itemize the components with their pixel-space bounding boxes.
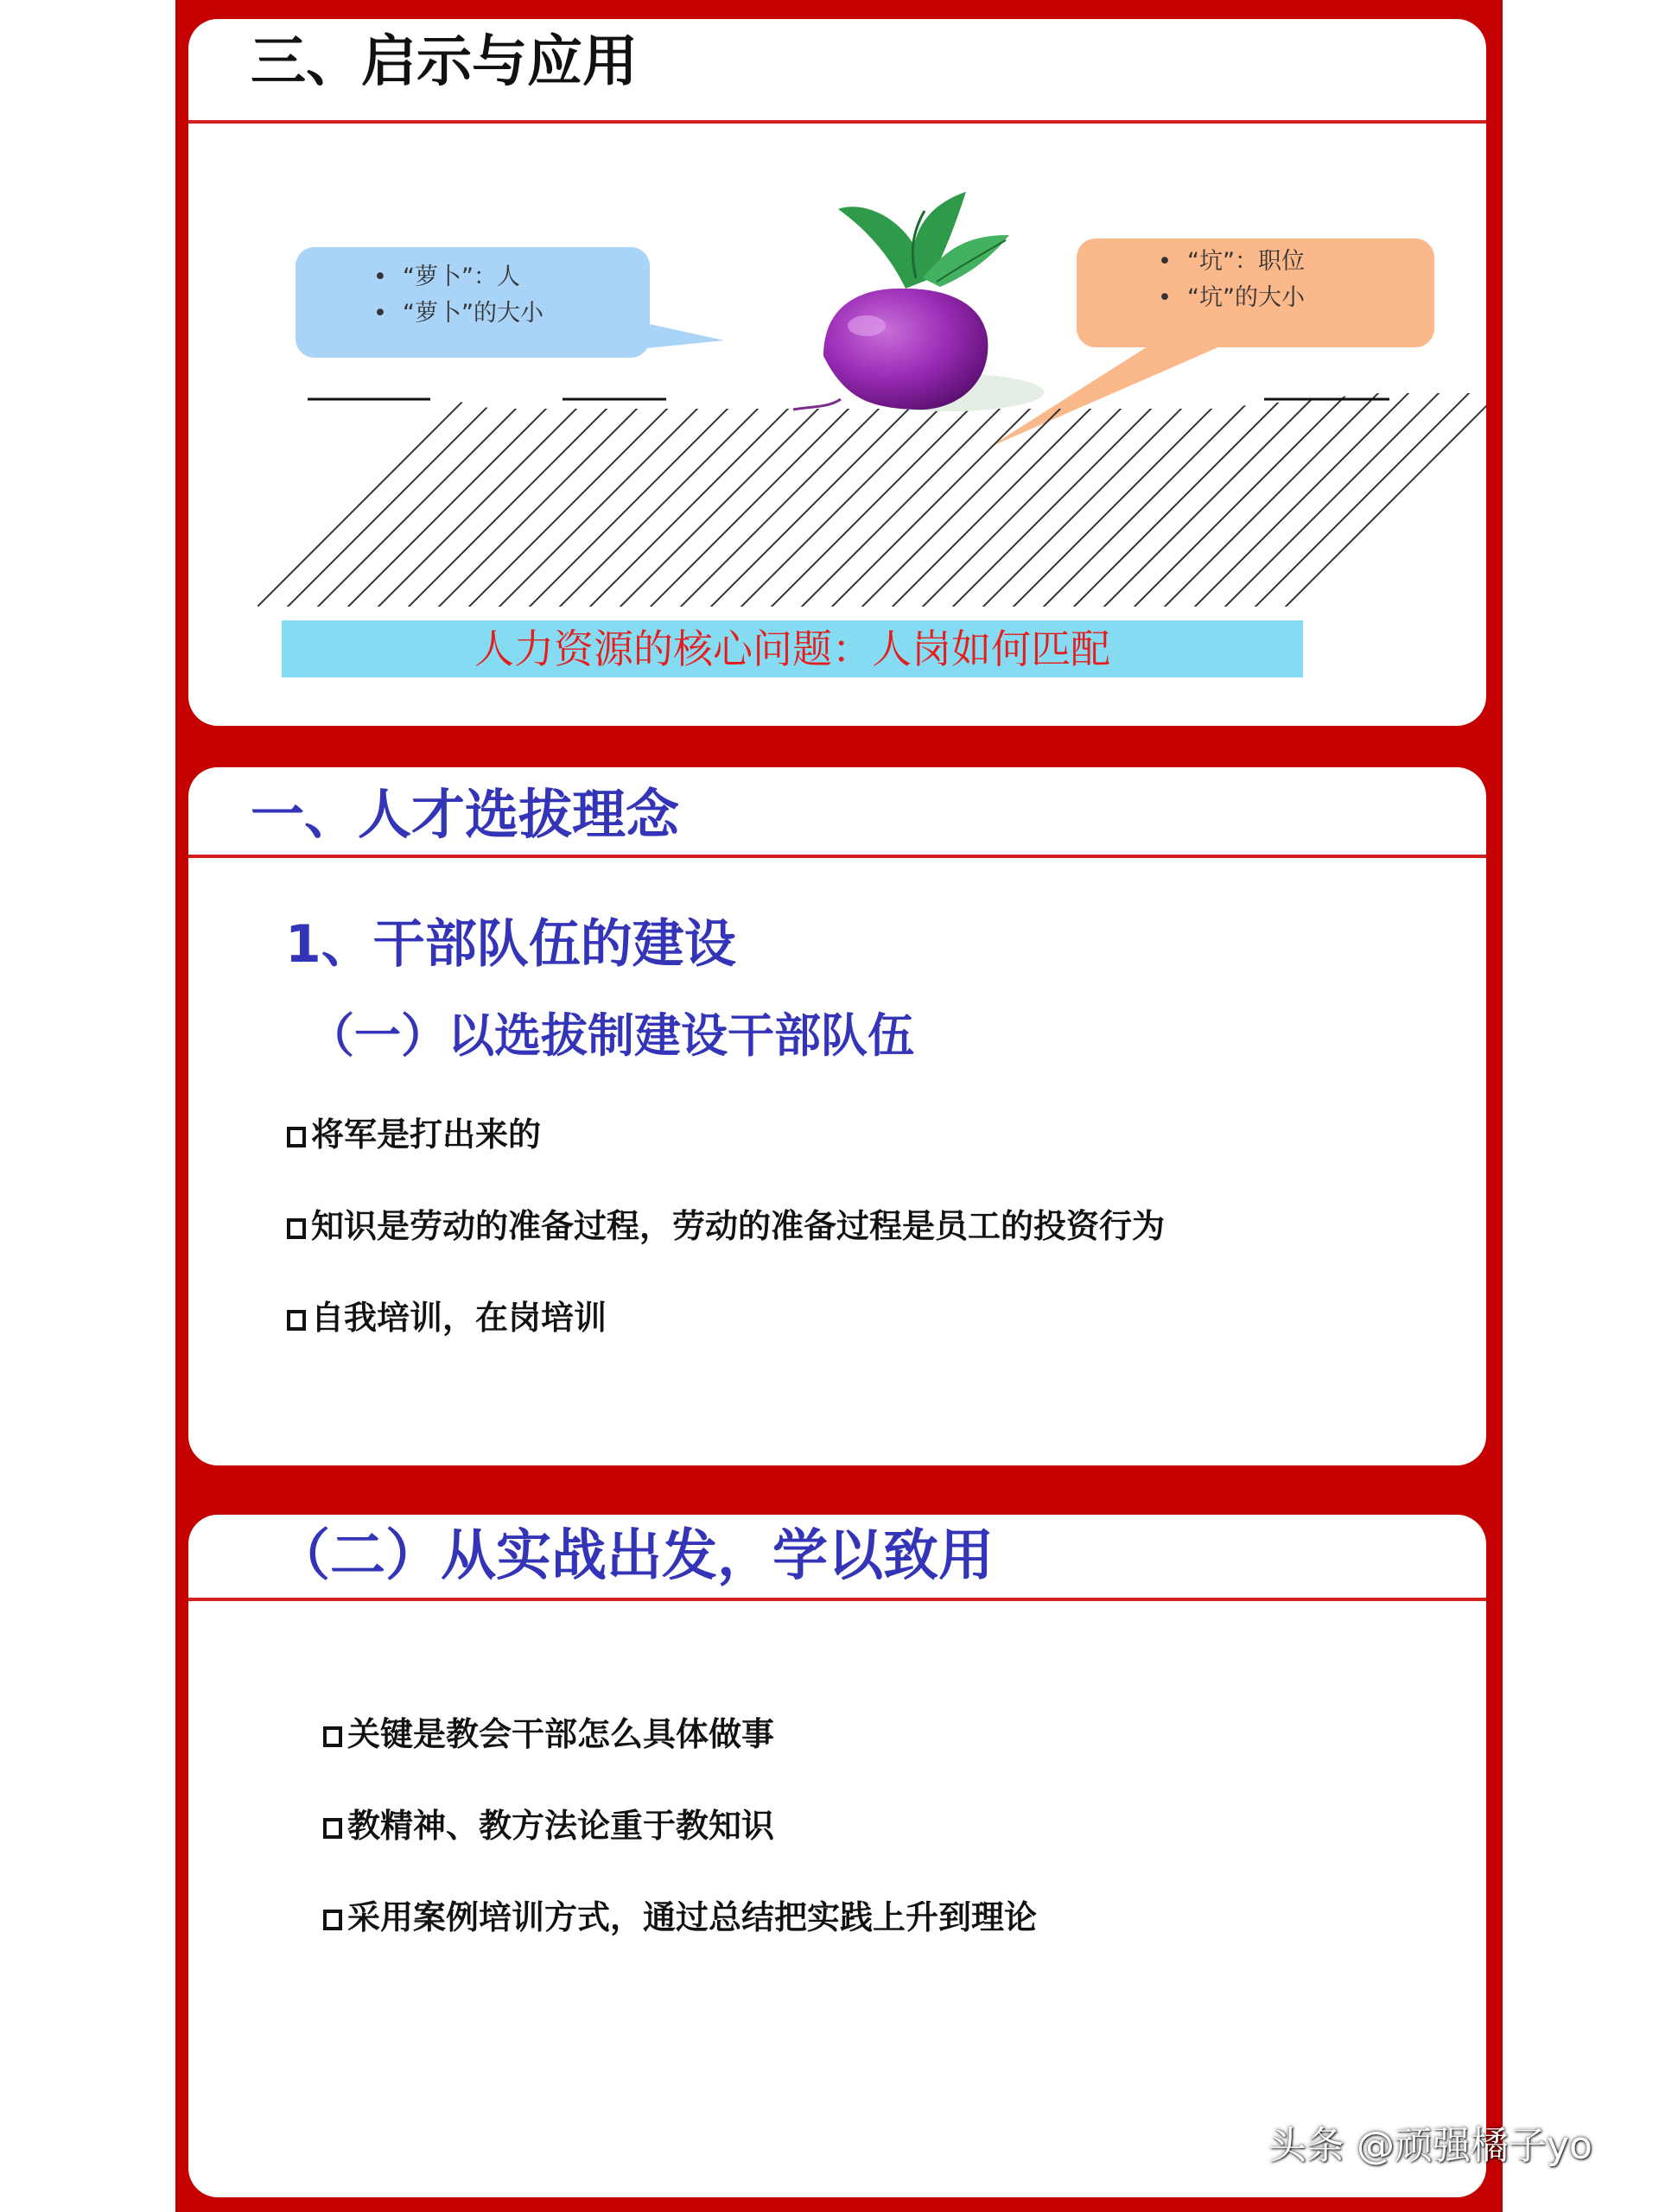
- card-talent-selection: [188, 767, 1486, 1465]
- bullet-list: [287, 1113, 1165, 1388]
- subsection-subheading: （一）以选拔制建设干部队伍: [308, 1008, 914, 1063]
- list-item: 采用案例培训方式，通过总结把实践上升到理论: [323, 1896, 1037, 1987]
- callout-item: • “萝卜”的大小: [365, 296, 650, 332]
- card-insights: [188, 19, 1486, 726]
- callout-item: • “坑”的大小: [1149, 280, 1434, 316]
- callout-item: • “萝卜”：人: [365, 259, 650, 296]
- callout-position: [1077, 238, 1434, 347]
- radish-icon: [793, 192, 1044, 411]
- title-divider: [188, 855, 1486, 858]
- callout-left-tail: [638, 321, 724, 349]
- checkbox-bullet-icon: [287, 1310, 306, 1331]
- checkbox-bullet-icon: [287, 1218, 306, 1239]
- checkbox-bullet-icon: [323, 1726, 342, 1747]
- callout-item: • “坑”：职位: [1149, 244, 1434, 280]
- section-title: 一、人才选拔理念: [251, 783, 680, 846]
- checkbox-bullet-icon: [287, 1127, 306, 1147]
- card-practice: [188, 1515, 1486, 2197]
- core-question-banner: 人力资源的核心问题：人岗如何匹配: [282, 620, 1303, 677]
- title-divider: [188, 1598, 1486, 1601]
- bullet-list: [323, 1713, 1037, 1987]
- watermark: 头条 @顽强橘子yo: [1268, 2124, 1592, 2168]
- subsection-heading: 1、干部队伍的建设: [285, 914, 736, 975]
- list-item: 自我培训，在岗培训: [287, 1296, 1165, 1388]
- list-item: 关键是教会干部怎么具体做事: [323, 1713, 1037, 1804]
- section-title: （二）从实战出发，学以致用: [275, 1524, 994, 1588]
- callout-person: [296, 247, 650, 358]
- list-item: 知识是劳动的准备过程，劳动的准备过程是员工的投资行为: [287, 1205, 1165, 1296]
- section-title: 三、启示与应用: [251, 30, 638, 94]
- checkbox-bullet-icon: [323, 1910, 342, 1930]
- list-item: 教精神、教方法论重于教知识: [323, 1804, 1037, 1896]
- checkbox-bullet-icon: [323, 1818, 342, 1839]
- list-item: 将军是打出来的: [287, 1113, 1165, 1205]
